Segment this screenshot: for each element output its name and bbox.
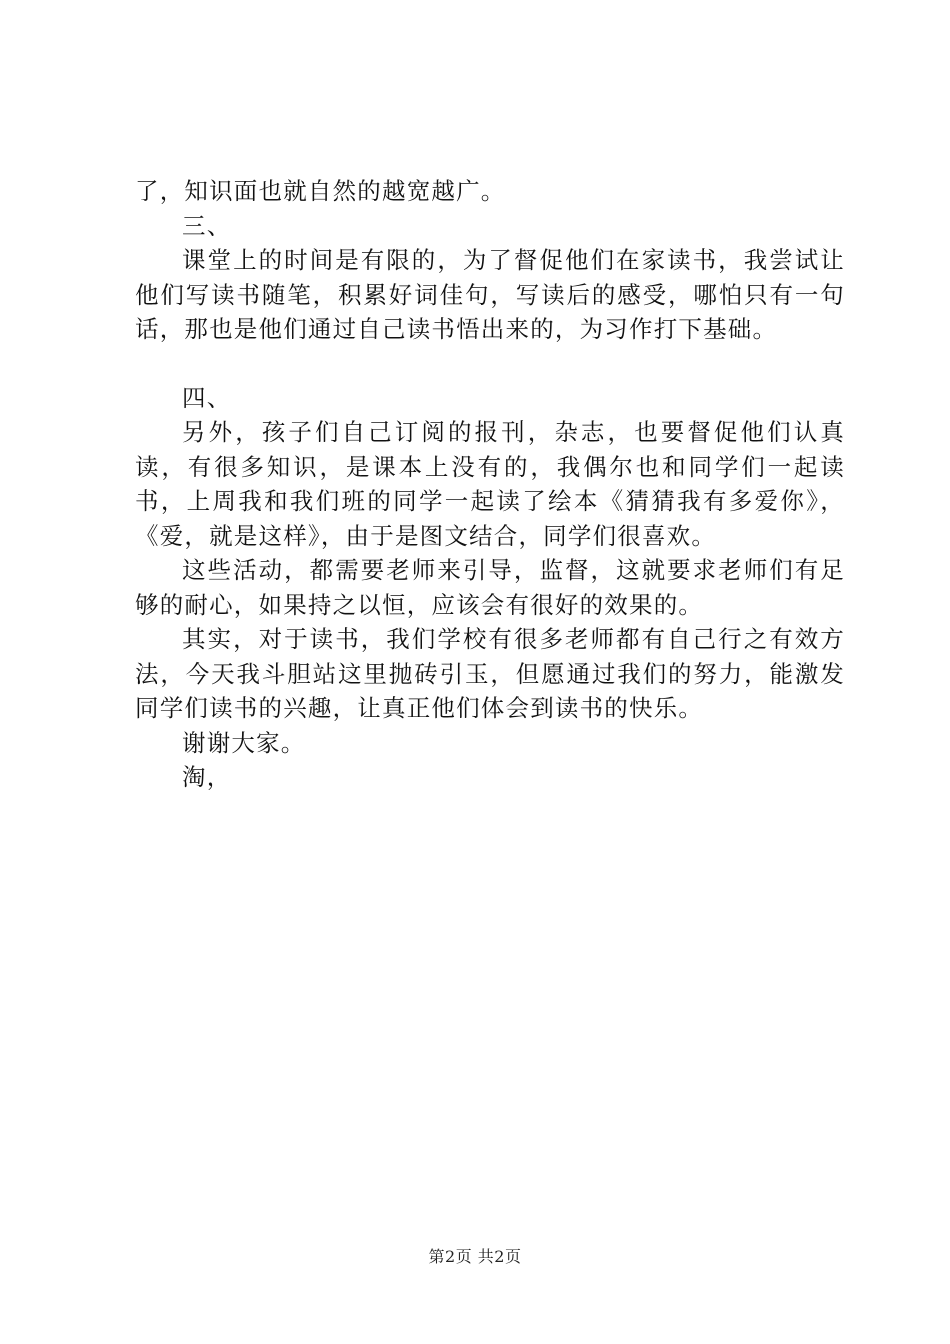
paragraph-conclusion: 其实，对于读书，我们学校有很多老师都有自己行之有效方法，今天我斗胆站这里抛砖引玉，但愿通过我们的努力，能激发同学们读书的兴趣，让真正他们体会到读书的快乐。 (135, 625, 845, 722)
paragraph-continuation: 了，知识面也就自然的越宽越广。 (135, 177, 506, 205)
section-heading-four: 四、 (182, 383, 232, 412)
section-heading-three: 三、 (182, 211, 232, 240)
paragraph-trailing: 淘， (182, 763, 232, 791)
paragraph-thanks: 谢谢大家。 (182, 728, 306, 757)
paragraph-spacer (135, 347, 845, 381)
paragraph-activities: 这些活动，都需要老师来引导，监督，这就要求老师们有足够的耐心，如果持之以恒，应该会有很好的效果的。 (135, 556, 845, 619)
paragraph-magazines: 另外，孩子们自己订阅的报刊，杂志，也要督促他们认真读，有很多知识，是课本上没有的，我偶尔也和同学们一起读书，上周我和我们班的同学一起读了绘本《猜猜我有多爱你》，《爱，就是这样》，由于是图文结合，同学们很喜欢。 (135, 418, 845, 550)
document-body (135, 174, 845, 795)
page-number-footer: 第2页 共2页 (428, 1247, 522, 1266)
paragraph-reading-notes: 课堂上的时间是有限的，为了督促他们在家读书，我尝试让他们写读书随笔，积累好词佳句，写读后的感受，哪怕只有一句话，那也是他们通过自己读书悟出来的，为习作打下基础。 (135, 246, 845, 343)
